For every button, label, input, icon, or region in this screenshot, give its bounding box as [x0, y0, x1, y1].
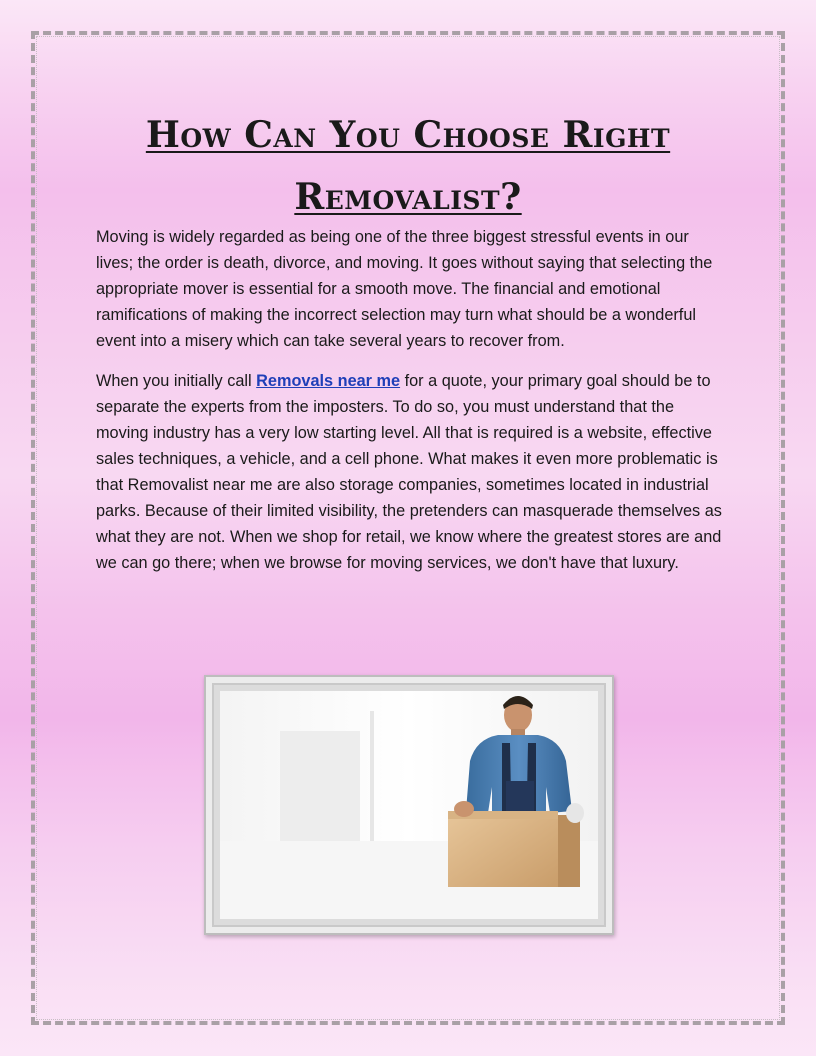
cardboard-box: [448, 811, 558, 887]
paragraph-1: Moving is widely regarded as being one of the three biggest stressful events in our lives; the order is death, divorce, and moving. It goes without saying that selecting the appropriate mover is essential for a smooth move. The financial and emotional ramifications of making the incorrect selection may turn what should be a wonderful event into a misery which can take several years to recover from.: [96, 228, 713, 350]
mover-photo-frame: [204, 675, 614, 935]
removals-near-me-link[interactable]: Removals near me: [256, 372, 401, 390]
article-body: [96, 224, 722, 590]
paragraph-2-rest: for a quote, your primary goal should be to separate the experts from the imposters. To do so, you must understand that the moving industry has a very low starting level. All that is required is a website, effective sales techniques, a vehicle, and a cell phone. What makes it even more problematic is that Removalist near me are also storage companies, sometimes located in industrial parks. Because of their limited visibility, the pretenders can masquerade themselves as what they are not. When we shop for retail, we know where the greatest stores are and we can go there; when we browse for moving services, we don't have that luxury.: [96, 372, 722, 572]
paragraph-2-lead: When you initially call: [96, 372, 257, 390]
paragraph-2: [96, 368, 722, 576]
page-title: How Can You Choose Right Removalist?: [145, 114, 671, 218]
mover-photo: [220, 691, 598, 919]
